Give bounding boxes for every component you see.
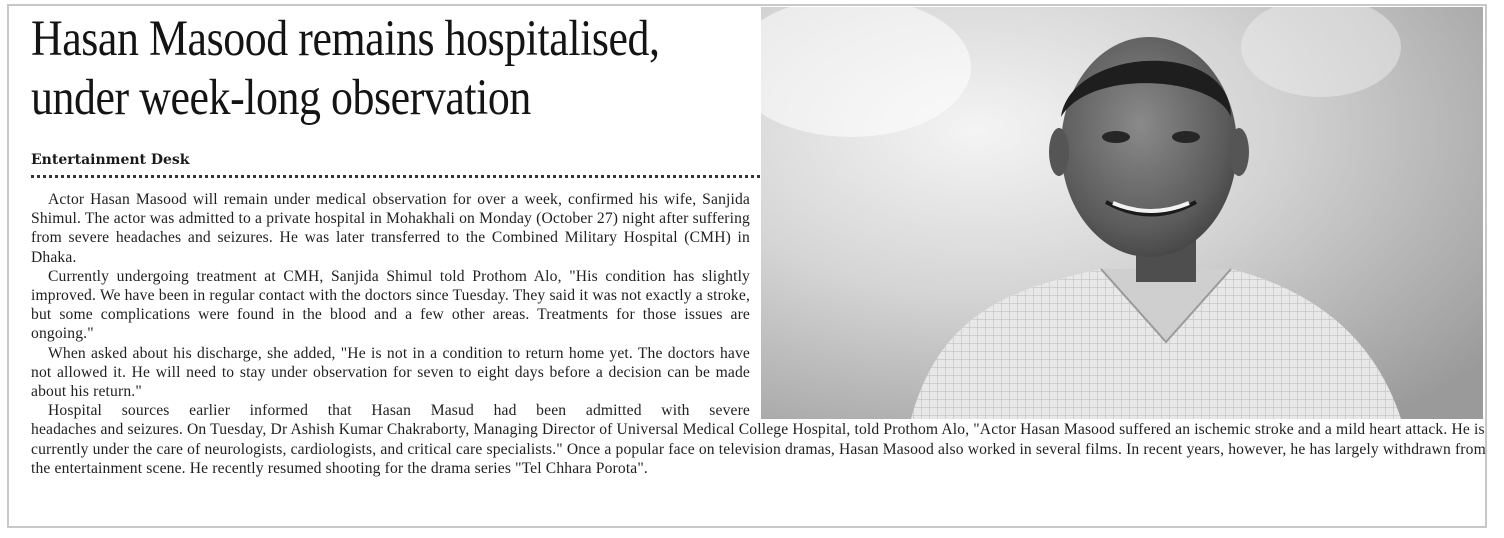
paragraph-3: When asked about his discharge, she added, "He is not in a condition to return home yet. The doctors have not allowed it. He will need to stay under observation for seven to eight days before a decision can be made about his return." [31, 344, 750, 401]
paragraph-4-continued: headaches and seizures. On Tuesday, Dr Ashish Kumar Chakraborty, Managing Director of Universal Medical College Hospital, told Prothom Alo, "Actor Hasan Masood suffered an ischemic stroke and a mild heart attack. He is currently under the care of neurologists, cardiologists, and critical care specialists." Once a popular face on television dramas, Hasan Masood also worked in several films. In recent years, however, he has largely withdrawn from the entertainment scene. He recently resumed shooting for the drama series "Tel Chhara Porota". [31, 421, 1486, 477]
paragraph-2: Currently undergoing treatment at CMH, Sanjida Shimul told Prothom Alo, "His condition has slightly improved. We have been in regular contact with the doctors since Tuesday. They said it was not exactly a stroke, but some complications were found in the blood and a few other areas. Treatments for those issues are ongoing." [31, 267, 750, 343]
headline-line-2: under week-long observation [31, 70, 531, 126]
headline-line-1: Hasan Masood remains hospitalised, [31, 11, 660, 67]
paragraph-1: Actor Hasan Masood will remain under medical observation for over a week, confirmed his wife, Sanjida Shimul. The actor was admitted to a private hospital in Mohakhali on Monday (October 27) night after suffering from severe headaches and seizures. He was later transferred to the Combined Military Hospital (CMH) in Dhaka. [31, 191, 750, 266]
article-body [31, 190, 1487, 478]
paragraph-4-first-line: Hospital sources earlier informed that Hasan Masud had been admitted with severe [48, 402, 750, 420]
byline: Entertainment Desk [31, 152, 190, 168]
dotted-divider [31, 175, 760, 178]
headline [31, 10, 659, 128]
